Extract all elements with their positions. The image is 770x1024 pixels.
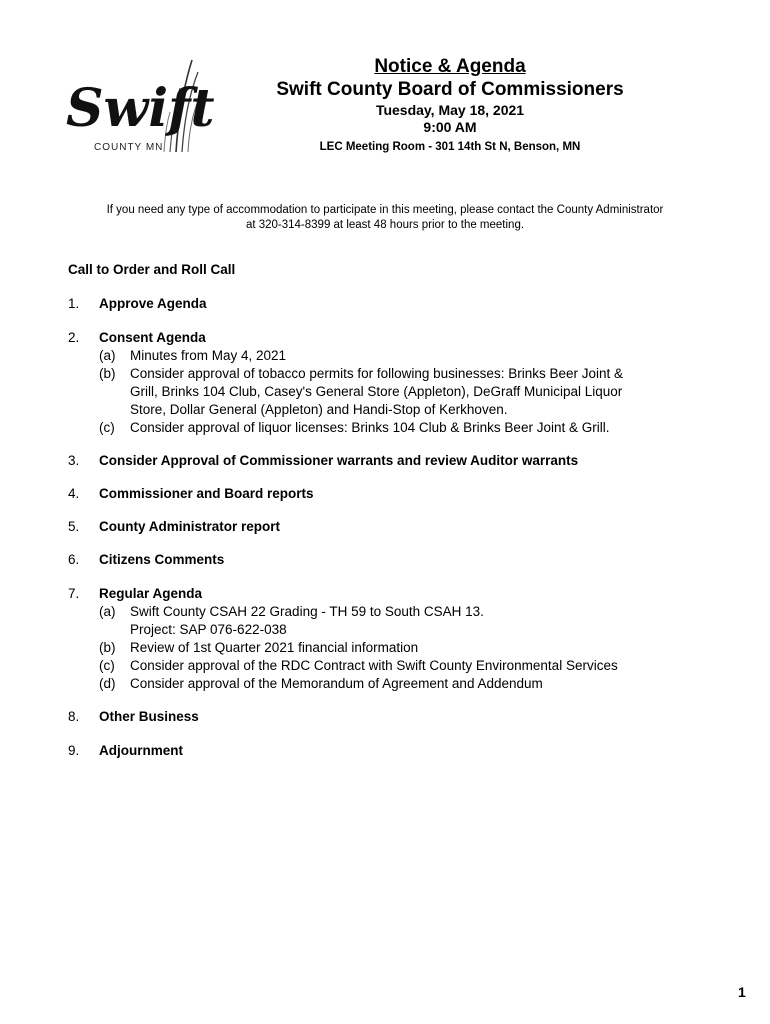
item-title: Consider Approval of Commissioner warrants and review Auditor warrants bbox=[99, 453, 579, 468]
item-title: Citizens Comments bbox=[99, 552, 225, 567]
swift-county-logo bbox=[64, 52, 214, 162]
item-number: 8. bbox=[68, 709, 80, 724]
item-number: 5. bbox=[68, 519, 80, 534]
item-number: 3. bbox=[68, 453, 80, 468]
sub-text: Project: SAP 076-622-038 bbox=[130, 622, 287, 637]
meeting-time: 9:00 AM bbox=[423, 119, 477, 135]
sub-text: Swift County CSAH 22 Grading - TH 59 to South CSAH 13. bbox=[130, 604, 484, 619]
item-number: 4. bbox=[68, 486, 80, 501]
call-to-order: Call to Order and Roll Call bbox=[68, 262, 236, 277]
agenda-header bbox=[230, 56, 670, 155]
sub-letter: (c) bbox=[99, 420, 115, 435]
notice-line: If you need any type of accommodation to participate in this meeting, please contact the County Administrator bbox=[106, 204, 664, 216]
sub-text: Consider approval of the Memorandum of Agreement and Addendum bbox=[130, 676, 543, 691]
sub-text: Review of 1st Quarter 2021 financial information bbox=[130, 640, 419, 655]
notice-line: at 320-314-8399 at least 48 hours prior to the meeting. bbox=[245, 219, 525, 231]
svg-text:Swift: Swift bbox=[66, 78, 214, 139]
board-name: Swift County Board of Commissioners bbox=[276, 79, 624, 100]
sub-text: Consider approval of liquor licenses: Brinks 104 Club & Brinks Beer Joint & Grill. bbox=[130, 420, 610, 435]
notice-title: Notice & Agenda bbox=[374, 56, 526, 77]
item-number: 6. bbox=[68, 552, 80, 567]
sub-letter: (b) bbox=[99, 640, 116, 655]
sub-text: Grill, Brinks 104 Club, Casey's General Store (Appleton), DeGraff Municipal Liquor bbox=[130, 384, 623, 399]
sub-text: Consider approval of the RDC Contract with Swift County Environmental Services bbox=[130, 658, 618, 673]
item-number: 2. bbox=[68, 330, 80, 345]
sub-letter: (b) bbox=[99, 366, 116, 381]
svg-text:COUNTY MN: COUNTY MN bbox=[94, 142, 164, 153]
page-number: 1 bbox=[738, 984, 746, 1000]
item-title: Consent Agenda bbox=[99, 330, 206, 345]
item-title: Commissioner and Board reports bbox=[99, 486, 314, 501]
meeting-location: LEC Meeting Room - 301 14th St N, Benson, MN bbox=[319, 141, 581, 153]
item-title: Regular Agenda bbox=[99, 586, 203, 601]
sub-letter: (a) bbox=[99, 348, 116, 363]
sub-letter: (d) bbox=[99, 676, 116, 691]
item-title: Adjournment bbox=[99, 743, 183, 758]
sub-letter: (c) bbox=[99, 658, 115, 673]
item-number: 7. bbox=[68, 586, 80, 601]
sub-text: Store, Dollar General (Appleton) and Handi-Stop of Kerkhoven. bbox=[130, 402, 508, 417]
swift-logo-icon bbox=[64, 52, 214, 162]
sub-text: Minutes from May 4, 2021 bbox=[130, 348, 287, 363]
accommodation-notice bbox=[60, 203, 710, 233]
item-title: Approve Agenda bbox=[99, 296, 207, 311]
sub-letter: (a) bbox=[99, 604, 116, 619]
item-number: 1. bbox=[68, 296, 80, 311]
item-title: Other Business bbox=[99, 709, 199, 724]
meeting-date: Tuesday, May 18, 2021 bbox=[375, 102, 525, 118]
sub-text: Consider approval of tobacco permits for following businesses: Brinks Beer Joint & bbox=[130, 366, 623, 381]
item-title: County Administrator report bbox=[99, 519, 281, 534]
item-number: 9. bbox=[68, 743, 80, 758]
